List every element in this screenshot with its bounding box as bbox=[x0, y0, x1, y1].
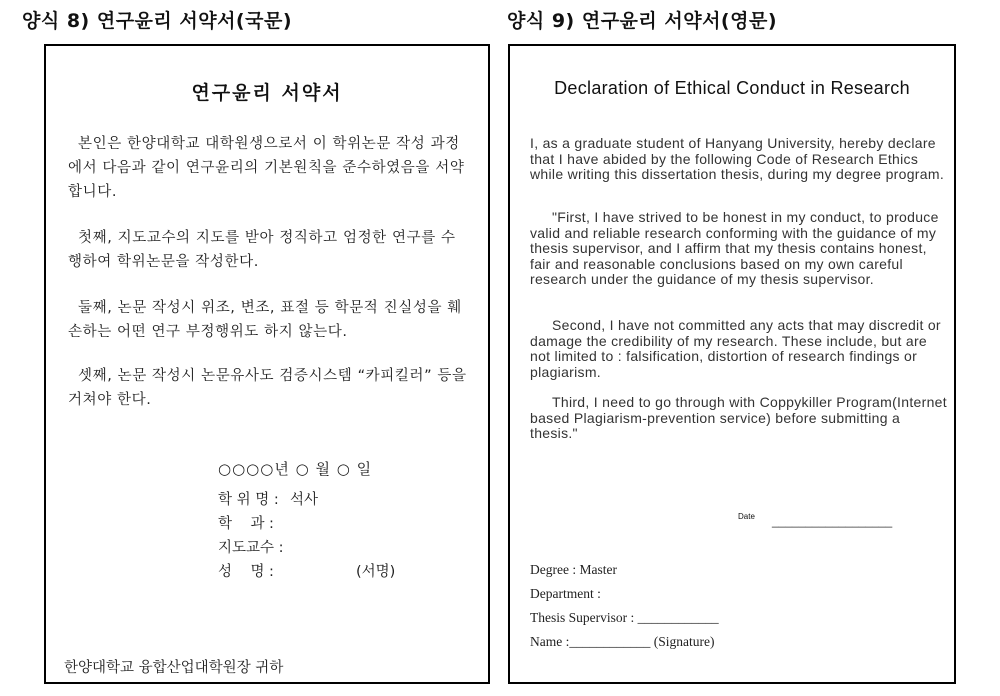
korean-intro-paragraph: 본인은 한양대학교 대학원생으로서 이 학위논문 작성 과정에서 다음과 같이 연구윤리의 기본원칙을 준수하였음을 서약합니다. bbox=[68, 136, 465, 200]
english-date-label: Date bbox=[738, 512, 755, 521]
english-pledge-heading: Declaration of Ethical Conduct in Research bbox=[554, 78, 910, 98]
english-date-line: __________________ bbox=[772, 514, 893, 528]
korean-signature-label: (서명) bbox=[356, 564, 396, 580]
korean-addressee-footer: 한양대학교 융합산업대학원장 귀하 bbox=[64, 660, 284, 676]
korean-degree-value: 석사 bbox=[290, 492, 319, 508]
korean-pledge-heading: 연구윤리 서약서 bbox=[191, 82, 343, 104]
korean-department-label: 학 과 : bbox=[218, 516, 274, 532]
korean-form-title: 양식 8) 연구윤리 서약서(국문) bbox=[22, 10, 293, 32]
korean-first-clause: 첫째, 지도교수의 지도를 받아 정직하고 엄정한 연구를 수행하여 학위논문을 작성한다. bbox=[68, 230, 456, 270]
english-second-clause: Second, I have not committed any acts that may discredit or damage the credibility of my research. These include, but are not limited to : falsification, distortion of research findings or plagiarism. bbox=[530, 317, 941, 380]
english-third-clause: Third, I need to go through with Coppykiller Program(Internet based Plagiarism-prevention service) before submitting a thesis." bbox=[530, 394, 947, 441]
korean-supervisor-field bbox=[218, 536, 290, 557]
korean-supervisor-label: 지도교수 : bbox=[218, 540, 284, 556]
korean-second-clause: 둘째, 논문 작성시 위조, 변조, 표절 등 학문적 진실성을 훼손하는 어떤 연구 부정행위도 하지 않는다. bbox=[68, 300, 462, 340]
korean-date-line: ○○○○년 ○ 월 ○ 일 bbox=[218, 460, 373, 478]
english-name-signature-field: Name :____________ (Signature) bbox=[530, 634, 715, 649]
english-degree-field: Degree : Master bbox=[530, 562, 617, 577]
korean-degree-label: 학 위 명 : bbox=[218, 492, 279, 508]
korean-pledge-panel bbox=[44, 44, 490, 684]
korean-third-clause: 셋째, 논문 작성시 논문유사도 검증시스템 “카피킬러” 등을 거쳐야 한다. bbox=[68, 368, 467, 408]
english-form-title: 양식 9) 연구윤리 서약서(영문) bbox=[507, 10, 778, 32]
korean-department-field bbox=[218, 512, 290, 533]
english-first-clause: "First, I have strived to be honest in my conduct, to produce valid and reliable research conforming with the guidance of my thesis supervisor, and I affirm that my thesis contains honest, fair and reasonable conclusions based on my own careful research under the guidance of my thesis supervisor. bbox=[530, 209, 939, 287]
english-pledge-panel bbox=[508, 44, 956, 684]
english-department-field: Department : bbox=[530, 586, 601, 601]
english-supervisor-field: Thesis Supervisor : ____________ bbox=[530, 610, 719, 625]
korean-name-label: 성 명 : bbox=[218, 564, 274, 580]
korean-degree-field bbox=[218, 488, 318, 509]
english-intro-paragraph: I, as a graduate student of Hanyang University, hereby declare that I have abided by the following Code of Research Ethics while writing this dissertation thesis, during my degree program. bbox=[530, 135, 945, 182]
korean-name-field bbox=[218, 560, 290, 581]
